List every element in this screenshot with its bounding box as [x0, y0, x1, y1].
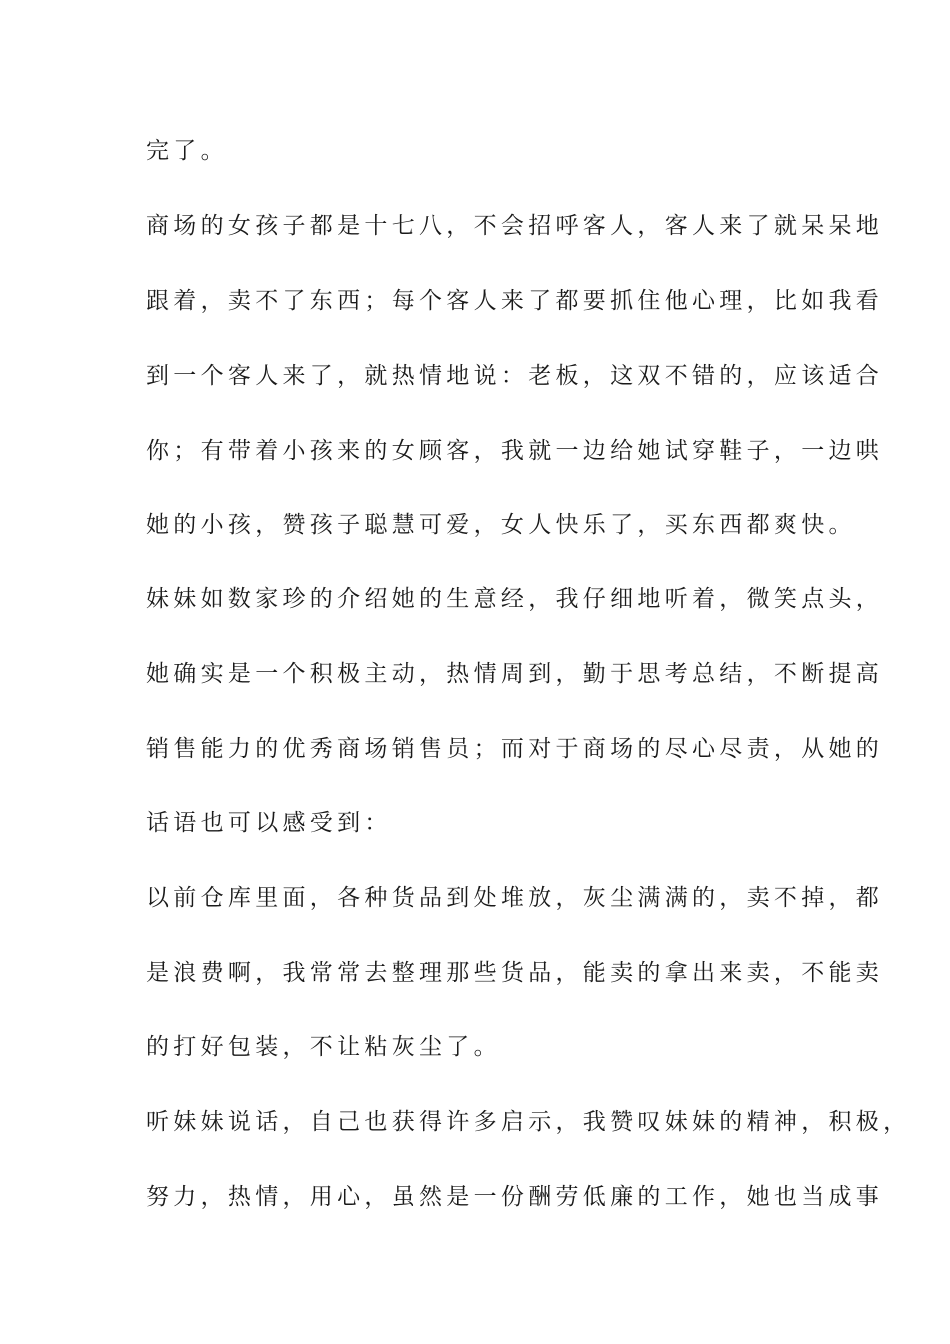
- text-line: 你；有带着小孩来的女顾客，我就一边给她试穿鞋子，一边哄: [146, 438, 884, 464]
- text-line: 听妹妹说话，自己也获得许多启示，我赞叹妹妹的精神，积极，: [146, 1109, 911, 1135]
- text-line: 她的小孩，赞孩子聪慧可爱，女人快乐了，买东西都爽快。: [146, 512, 856, 538]
- text-line: 到一个客人来了，就热情地说：老板，这双不错的，应该适合: [146, 363, 884, 389]
- text-line: 以前仓库里面，各种货品到处堆放，灰尘满满的，卖不掉，都: [146, 885, 884, 911]
- text-line: 完了。: [146, 138, 228, 164]
- text-line: 跟着，卖不了东西；每个客人来了都要抓住他心理，比如我看: [146, 288, 884, 314]
- text-line: 她确实是一个积极主动，热情周到，勤于思考总结，不断提高: [146, 661, 884, 687]
- text-line: 是浪费啊，我常常去整理那些货品，能卖的拿出来卖，不能卖: [146, 960, 884, 986]
- text-line: 话语也可以感受到：: [146, 810, 392, 836]
- text-line: 努力，热情，用心，虽然是一份酬劳低廉的工作，她也当成事: [146, 1184, 884, 1210]
- text-line: 商场的女孩子都是十七八，不会招呼客人，客人来了就呆呆地: [146, 213, 884, 239]
- text-line: 的打好包装，不让粘灰尘了。: [146, 1034, 501, 1060]
- text-line: 妹妹如数家珍的介绍她的生意经，我仔细地听着，微笑点头，: [146, 586, 884, 612]
- text-line: 销售能力的优秀商场销售员；而对于商场的尽心尽责，从她的: [146, 736, 884, 762]
